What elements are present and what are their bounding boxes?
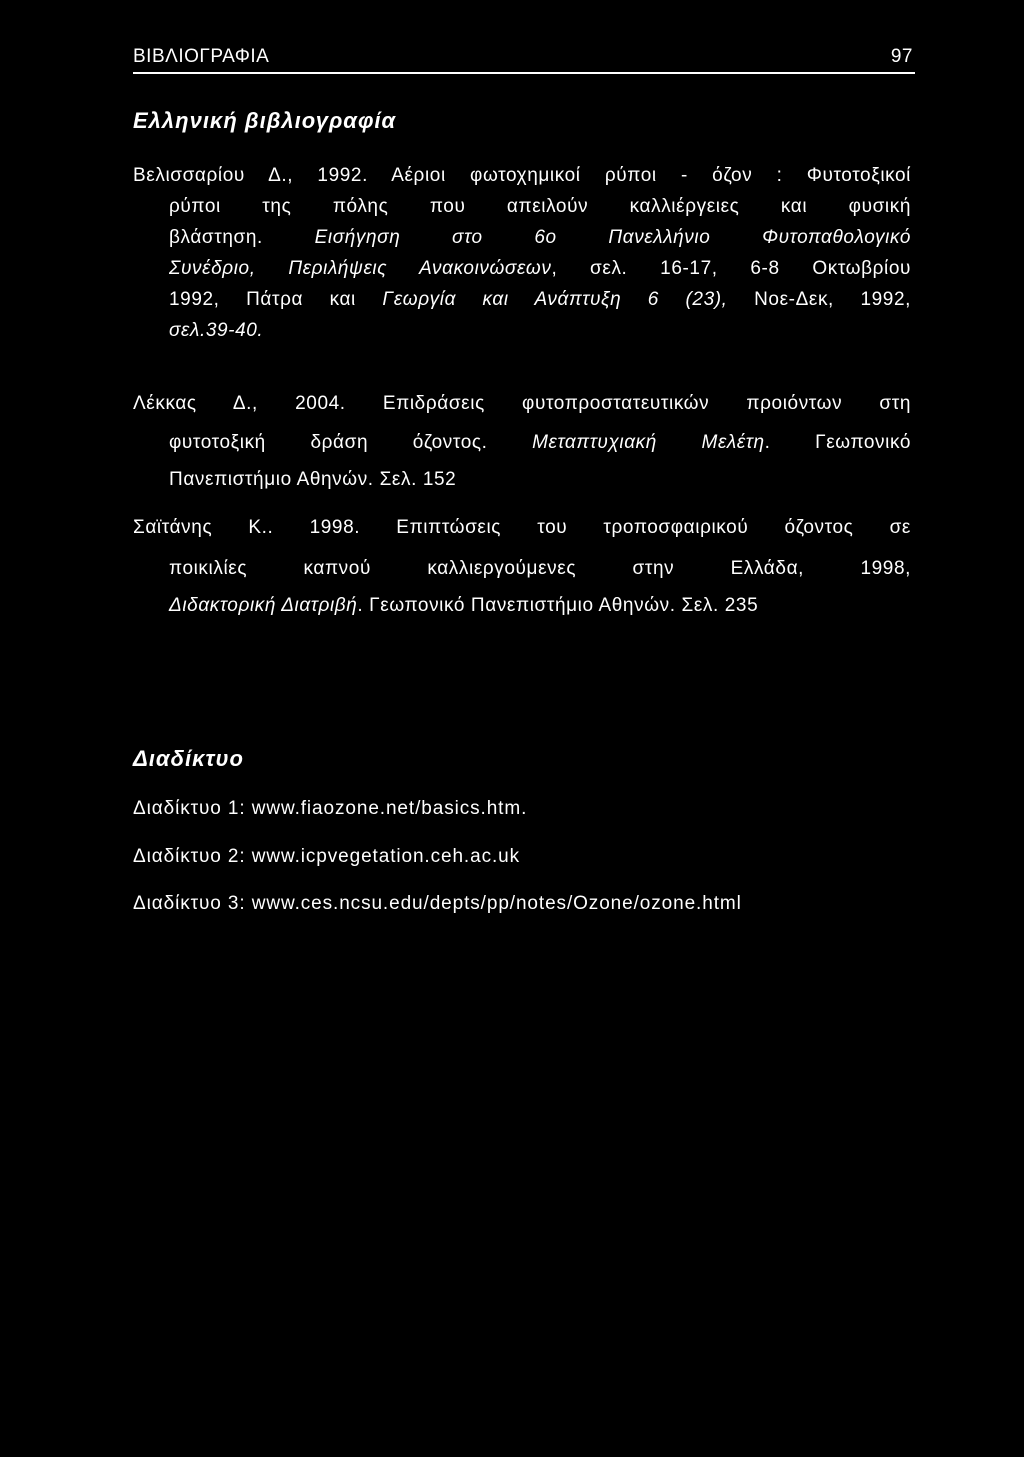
bibliography-entry-velissariou — [133, 160, 911, 346]
entry-italic-text: σελ.39-40. — [169, 320, 264, 341]
entry-text: , σελ. 16-17, 6-8 Οκτωβρίου — [551, 258, 912, 279]
internet-entry-3: Διαδίκτυο 3: www.ces.ncsu.edu/depts/pp/notes/Ozone/ozone.html — [133, 893, 742, 914]
entry-italic-text: Συνέδριο, Περιλήψεις Ανακοινώσεων — [169, 258, 552, 279]
internet-entry-2: Διαδίκτυο 2: www.icpvegetation.ceh.ac.uk — [133, 846, 521, 867]
page-number: 97 — [890, 46, 913, 67]
entry-line — [133, 315, 911, 346]
entry-line — [133, 160, 911, 191]
internet-heading: Διαδίκτυο — [133, 746, 244, 771]
bibliography-entry-lekkas — [133, 388, 911, 495]
greek-bibliography-heading: Ελληνική βιβλιογραφία — [133, 108, 397, 133]
entry-text: βλάστηση. — [169, 227, 315, 248]
entry-text: φυτοτοξική δράση όζοντος. — [169, 432, 533, 453]
bibliography-entry-saitanis — [133, 512, 911, 621]
entry-line — [133, 464, 911, 495]
entry-text: . Γεωπονικό — [764, 432, 912, 453]
running-header — [133, 44, 915, 74]
entry-text: ρύποι της πόλης που απειλούν καλλιέργειες και φυσική — [169, 196, 911, 217]
entry-text: Βελισσαρίου Δ., 1992. Αέριοι φωτοχημικοί ρύποι - όζον : Φυτοτοξικοί — [133, 165, 911, 186]
entry-italic-text: Γεωργία και Ανάπτυξη 6 (23), — [382, 289, 728, 310]
entry-italic-text: Διδακτορική Διατριβή — [169, 595, 358, 616]
entry-text: ποικιλίες καπνού καλλιεργούμενες στην Ελλάδα, 1998, — [169, 558, 911, 579]
entry-line — [133, 222, 911, 253]
entry-line — [133, 191, 911, 222]
entry-line — [133, 512, 911, 543]
entry-line — [133, 553, 911, 584]
entry-italic-text: Εισήγηση στο 6ο Πανελλήνιο Φυτοπαθολογικό — [314, 227, 912, 248]
internet-entry-1: Διαδίκτυο 1: www.fiaozone.net/basics.htm. — [133, 798, 528, 819]
entry-line — [133, 427, 911, 458]
running-header-title: ΒΙΒΛΙΟΓΡΑΦΙΑ — [133, 46, 270, 67]
entry-text: 1992, Πάτρα και — [169, 289, 383, 310]
entry-text: . Γεωπονικό Πανεπιστήμιο Αθηνών. Σελ. 235 — [357, 595, 759, 616]
entry-text: Πανεπιστήμιο Αθηνών. Σελ. 152 — [169, 469, 457, 490]
entry-text: Σαϊτάνης Κ.. 1998. Επιπτώσεις του τροποσφαιρικού όζοντος σε — [133, 517, 911, 538]
entry-text: Λέκκας Δ., 2004. Επιδράσεις φυτοπροστατευτικών προιόντων στη — [133, 393, 911, 414]
entry-line — [133, 388, 911, 419]
entry-text: Νοε-Δεκ, 1992, — [727, 289, 911, 310]
entry-line — [133, 253, 911, 284]
entry-italic-text: Μεταπτυχιακή Μελέτη — [532, 432, 765, 453]
entry-line — [133, 590, 911, 621]
entry-line — [133, 284, 911, 315]
